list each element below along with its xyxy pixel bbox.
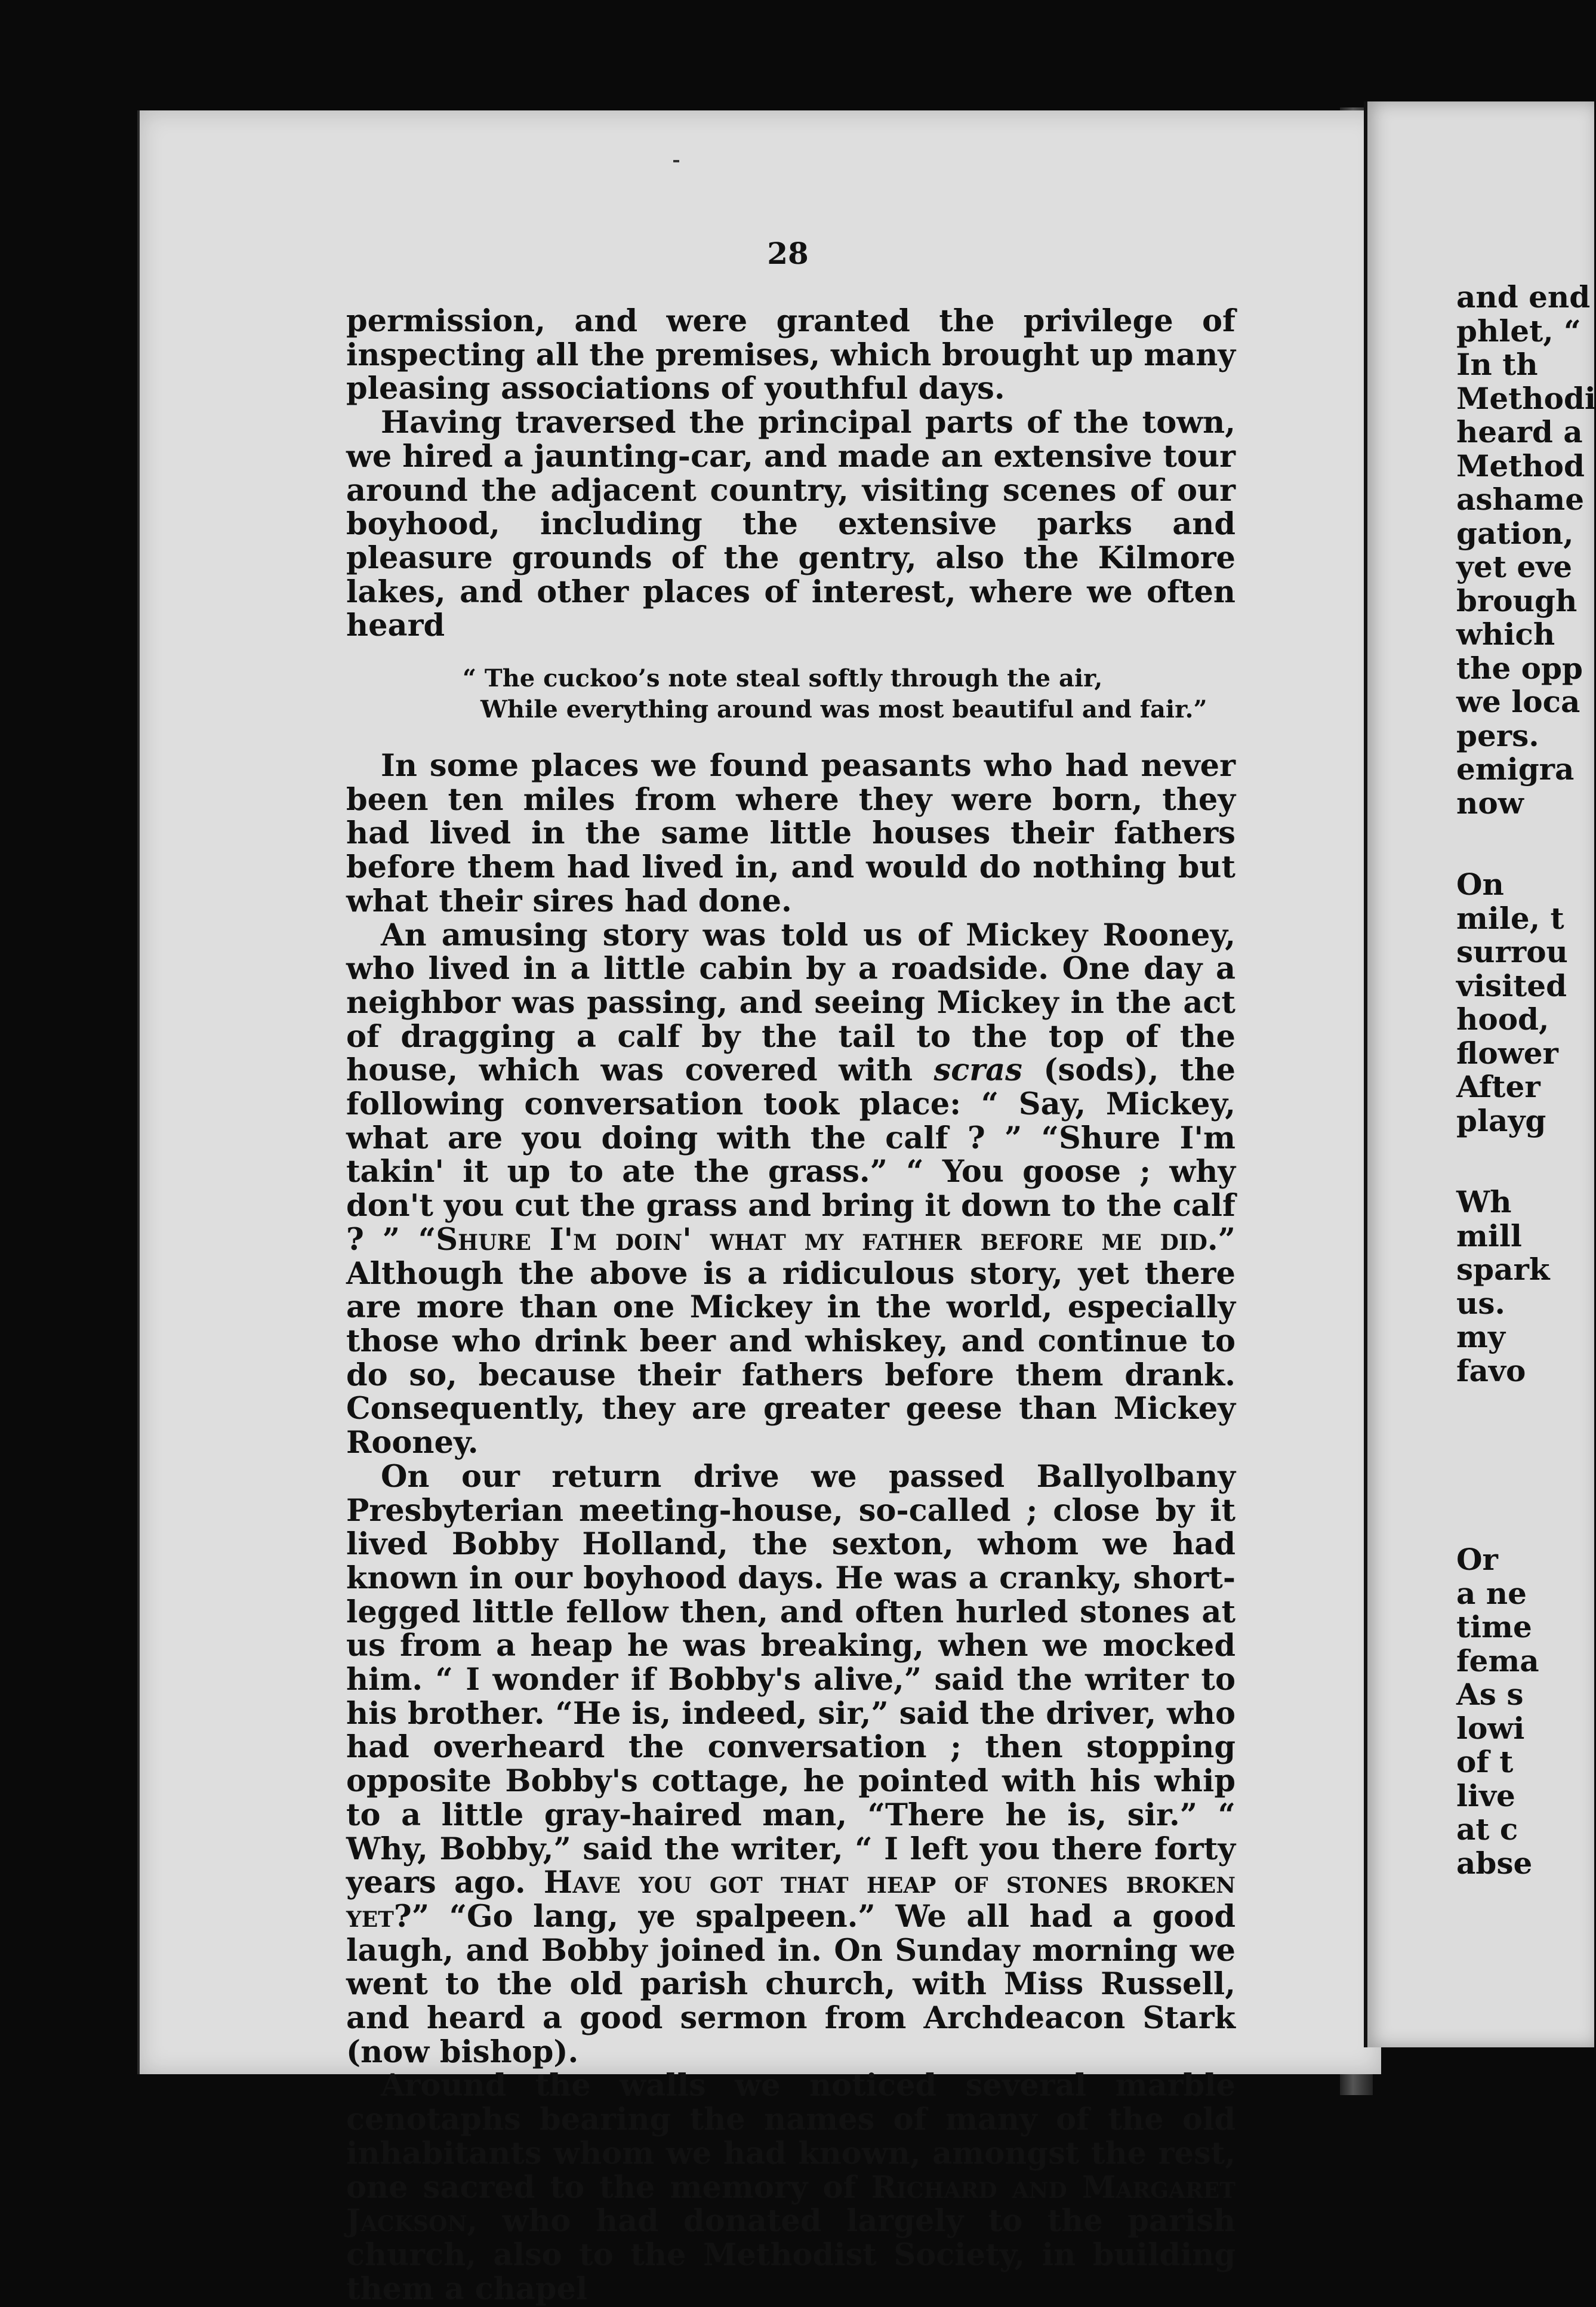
right-line: brough <box>1456 583 1577 618</box>
p4-text-b: (sods), the following conversation took place: “ Say, Mickey, what are you doing with the calf ? ” “Shure I'm takin' it up to ate the grass.” “ You goose ; why don't you cut the grass and bring it down to the calf ? ” “ <box>346 1052 1235 1258</box>
right-line: the opp <box>1456 650 1583 686</box>
right-line: playg <box>1456 1102 1546 1138</box>
paragraph-1: permission, and were granted the privilege of inspecting all the premises, which brought up many pleasing associations of youthful days. <box>346 303 1235 407</box>
right-line: visited <box>1456 968 1567 1003</box>
right-line: mill <box>1456 1218 1522 1253</box>
right-line: ashame <box>1456 482 1585 517</box>
paragraph-2: Having traversed the principal parts of the town, we hired a jaunting-car, and made an extensive tour around the adjacent country, visiting scenes of our boyhood, including the extensive parks and pleasure grounds of the gentry, also the Kilmore lakes, and other places of interest, where we often heard <box>346 405 1235 644</box>
right-line: abse <box>1456 1845 1533 1881</box>
verse-line-2: While everything around was most beautiful and fair.” <box>480 695 1207 724</box>
verse-line-1: “ The cuckoo’s note steal softly through the air, <box>463 664 1103 693</box>
right-line: which <box>1456 617 1555 652</box>
right-line: at c <box>1456 1812 1518 1847</box>
p4-text-c: ” Although the above is a ridiculous story, yet there are more than one Mickey in the world, especially those who drink beer and whiskey, and continue to do so, because their fathers before them drank. Consequently, they are greater geese than Mickey Rooney. <box>346 1221 1235 1461</box>
right-line: pers. <box>1456 717 1539 753</box>
right-line: gation, <box>1456 515 1574 551</box>
p6-text-a: Around the walls we noticed several marble cenotaphs bearing the names of many of the old inhabitants whom we had known, amongst the rest, one sacred to the memory of <box>346 2068 1235 2206</box>
right-line: mile, t <box>1456 900 1564 936</box>
right-line: Methodi <box>1456 380 1596 416</box>
right-line: heard a <box>1456 414 1583 449</box>
p5-small-caps: Have you got that heap of stones broken yet? <box>346 1865 1235 1935</box>
right-line: time <box>1456 1609 1532 1644</box>
right-line: yet eve <box>1456 549 1573 584</box>
p5-text-a: On our return drive we passed Ballyolbany Presbyterian meeting-house, so-called ; close by it lived Bobby Holland, the sexton, whom we had known in our boyhood days. He was a cranky, short-legged little fellow then, and often hurled stones at us from a heap he was breaking, when we mocked him. “ I wonder if Bobby's alive,” said the writer to his brother. “He is, indeed, sir,” said the driver, who had overheard the conversation ; then stopping opposite Bobby's cottage, he pointed with his whip to a little gray-haired man, “There he is, sir.” “ Why, Bobby,” said the writer, “ I left you there forty years ago. <box>346 1458 1235 1901</box>
right-line: us. <box>1456 1285 1505 1321</box>
right-line: surrou <box>1456 934 1568 969</box>
spacer <box>1456 1138 1576 1185</box>
right-line: now <box>1456 785 1524 821</box>
right-line: spark <box>1456 1252 1550 1287</box>
paragraph-3: In some places we found peasants who had never been ten miles from where they were born, they had lived in the same little houses their fathers before them had lived in, and would do nothing but what their sires had done. <box>346 748 1235 919</box>
paragraph-4 <box>346 919 1235 1460</box>
page-body-text <box>346 304 1235 2306</box>
right-line: In th <box>1456 347 1538 382</box>
right-line: flower <box>1456 1035 1558 1071</box>
right-line: and end <box>1456 279 1591 315</box>
right-line: emigra <box>1456 751 1575 787</box>
p4-italic-word: scras <box>933 1052 1022 1089</box>
page-number: 28 <box>767 236 809 271</box>
right-line: we loca <box>1456 684 1580 719</box>
paragraph-5 <box>346 1460 1235 2069</box>
verse-quote <box>346 663 1235 725</box>
right-line: lowi <box>1456 1710 1525 1746</box>
spacer <box>1456 1388 1576 1543</box>
right-line: live <box>1456 1778 1515 1813</box>
p6-text-b: , who had donated largely to the parish church, also to the Methodist Society, in building them a chapel <box>346 2203 1235 2307</box>
paragraph-6 <box>346 2069 1235 2306</box>
right-line: hood, <box>1456 1002 1549 1037</box>
right-line: After <box>1456 1069 1540 1104</box>
ink-speck <box>673 160 679 162</box>
p4-text-a: An amusing story was told us of Mickey Rooney, who lived in a little cabin by a roadside. One day a neighbor was passing, and seeing Mickey in the act of dragging a calf by the tail to the top of the house, which was covered with <box>346 917 1235 1089</box>
right-line: As s <box>1456 1677 1524 1712</box>
right-line: phlet, “ <box>1456 313 1581 349</box>
right-line: my <box>1456 1319 1505 1354</box>
spacer <box>1456 820 1576 868</box>
right-line: of t <box>1456 1744 1514 1779</box>
right-line: Wh <box>1456 1184 1512 1219</box>
p5-text-b: ” “Go lang, ye spalpeen.” We all had a good laugh, and Bobby joined in. On Sunday morning we went to the old parish church, with Miss Russell, and heard a good sermon from Archdeacon Stark (now bishop). <box>346 1898 1235 2070</box>
right-line: a ne <box>1456 1575 1527 1611</box>
p6-small-caps: Richard and Margaret Jackson <box>346 2169 1236 2240</box>
right-line: favo <box>1456 1353 1526 1388</box>
right-line: fema <box>1456 1643 1539 1678</box>
right-line: Method <box>1456 448 1585 483</box>
p4-small-caps: Shure I'm doin' what my father before me did. <box>436 1221 1218 1258</box>
right-line: On <box>1456 867 1504 902</box>
right-page-text <box>1456 279 1596 1881</box>
right-line: Or <box>1456 1542 1498 1577</box>
